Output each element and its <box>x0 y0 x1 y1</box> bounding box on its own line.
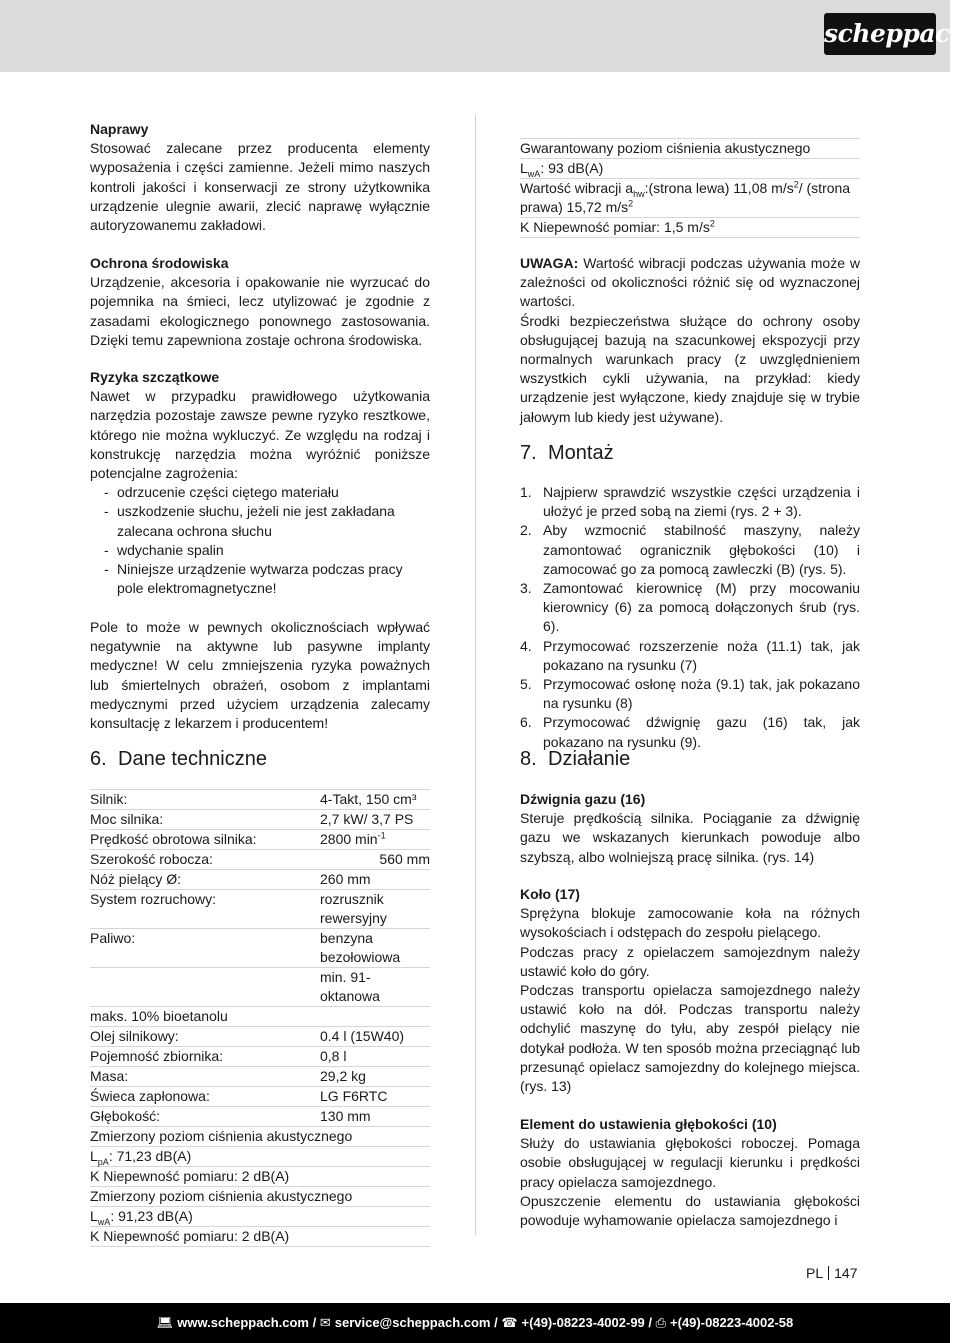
table-row <box>90 1187 430 1207</box>
montaz-list <box>520 483 860 752</box>
subscript: wA <box>527 168 541 179</box>
value: : 71,23 dB(A) <box>108 1148 192 1164</box>
value-text: min. 91-oktanowa <box>320 969 380 1004</box>
section-7-heading <box>520 441 860 465</box>
acoustic-table <box>520 138 860 238</box>
step-number: 6. <box>520 714 532 731</box>
table-row <box>520 159 860 179</box>
list-item <box>520 483 860 521</box>
spec-value <box>320 1007 430 1027</box>
text-kolo-3: Podczas transportu opielacza samojezdnego należy ustawić koło na dół. Podczas transportu należy odchylić maszynę do tyłu, aby zespół pielący nie dotykał podłoża. W ten sposób można przeciągnąć lub przesunąć opielacz samojezdny do kolejnego miejsca. (rys. 13) <box>520 982 860 1095</box>
spec-key <box>90 968 320 1007</box>
page-number <box>806 1265 857 1281</box>
table-row <box>90 1127 430 1147</box>
list-item: - odrzucenie części ciętego materiału <box>90 483 430 502</box>
page-num: 147 <box>834 1265 858 1281</box>
value-text: LG F6RTC <box>320 1088 388 1104</box>
subscript: wA <box>97 1216 111 1227</box>
spec-value <box>320 1027 430 1047</box>
heading-dane-techniczne <box>90 747 430 771</box>
uwaga-label: UWAGA: <box>520 255 579 271</box>
table-row <box>90 1087 430 1107</box>
value-text: rozrusznik rewersyjny <box>320 891 387 926</box>
superscript: 2 <box>628 198 634 209</box>
step-text: Aby wzmocnić stabilność maszyny, należy zamontować ogranicznik głębokości (10) i zamocować go za pomocą zawleczki (B) (rys. 5). <box>543 522 860 577</box>
heading-element: Element do ustawienia głębokości (10) <box>520 1116 777 1132</box>
k-vib: K Niepewność pomiar: 1,5 m/s <box>520 219 710 235</box>
table-row <box>90 1147 430 1167</box>
subscript: hw <box>633 188 645 199</box>
step-number: 3. <box>520 580 532 597</box>
section-8-heading <box>520 747 860 771</box>
table-row <box>90 850 430 870</box>
value-text: 0.4 l (15W40) <box>320 1028 405 1044</box>
text-ochrona: Urządzenie, akcesoria i opakowanie nie wyrzucać do pojemnika na śmieci, lecz utylizować je zgodnie z zasadami ekologicznego ponownego zastosowania. Dzięki temu zapewniona zostaje ochrona środowiska. <box>90 274 430 348</box>
footer-sep: / <box>490 1315 502 1330</box>
step-number: 4. <box>520 637 532 654</box>
table-row <box>90 1027 430 1047</box>
spec-value <box>320 968 430 1007</box>
fax-icon: ⎙ <box>655 1315 667 1330</box>
text-naprawy: Stosować zalecane przez producenta elementy wyposażenia i części zamienne. Jeżeli mimo naszych kontroli jakości i konserwacji ze strony użytkownika urządzenie ulegnie awarii, zlecić naprawę wyłącznie autoryzowanemu zakładowi. <box>90 140 430 234</box>
table-cell <box>520 218 860 238</box>
section-dzwignia <box>520 790 860 867</box>
list-item: - uszkodzenie słuchu, jeżeli nie jest zakładana zalecana ochrona słuchu <box>90 502 430 540</box>
heading-ochrona: Ochrona środowiska <box>90 255 229 271</box>
spec-key: Zmierzony poziom ciśnienia akustycznego <box>90 1127 430 1147</box>
value-text: 29,2 kg <box>320 1068 366 1084</box>
list-item <box>520 579 860 637</box>
value-text: 260 mm <box>320 871 371 887</box>
section-ryzyka <box>90 368 430 598</box>
section-ochrona <box>90 254 430 350</box>
step-text: Przymocować dźwignię gazu (16) tak, jak pokazano na rysunku (9). <box>543 714 860 750</box>
spec-value <box>320 1047 430 1067</box>
spec-value <box>320 850 430 870</box>
table-row <box>90 1007 430 1027</box>
table-row <box>90 1047 430 1067</box>
value: : 91,23 dB(A) <box>110 1208 193 1224</box>
value-text: 2,7 kW/ 3,7 PS <box>320 811 414 827</box>
heading-kolo: Koło (17) <box>520 886 580 902</box>
heading-dzwignia: Dźwignia gazu (16) <box>520 791 646 807</box>
header-bar <box>0 0 967 72</box>
section-element <box>520 1115 860 1230</box>
section-number: 7. <box>520 442 537 464</box>
spec-value <box>320 929 430 968</box>
value-text: 2800 min <box>320 831 378 847</box>
table-row <box>90 890 430 929</box>
text-dzwignia: Steruje prędkością silnika. Pociąganie za dźwignię gazu we wskazanych kierunkach powoduje albo szybszą, albo wolniejszą pracę silnika. (rys. 14) <box>520 810 860 865</box>
table-row <box>90 1227 430 1247</box>
text-element-2: Opuszczenie elementu do ustawiania głębokości powoduje wyhamowanie opielacza samojezdnego i <box>520 1192 860 1229</box>
value-text: 0,8 l <box>320 1048 347 1064</box>
table-row <box>90 1207 430 1227</box>
section-number: 6. <box>90 748 107 770</box>
montaz-list-wrapper <box>520 483 860 752</box>
spec-key: System rozruchowy: <box>90 890 320 929</box>
spec-key <box>90 1147 430 1167</box>
step-number: 1. <box>520 484 532 500</box>
spec-table <box>90 789 430 1247</box>
text-kolo-1: Sprężyna blokuje zamocowanie koła na różnych wysokościach i odstępach do zespołu pielącego. <box>520 905 860 941</box>
ryzyka-list <box>90 483 430 598</box>
table-row <box>90 870 430 890</box>
spec-key: Silnik: <box>90 790 320 810</box>
superscript: 2 <box>793 179 799 190</box>
spec-value <box>320 1087 430 1107</box>
table-cell: Gwarantowany poziom ciśnienia akustycznego <box>520 139 860 159</box>
section-title: Montaż <box>548 442 614 464</box>
table-row <box>90 968 430 1007</box>
spec-key: Świeca zapłonowa: <box>90 1087 320 1107</box>
uwaga-text: Wartość wibracji podczas używania może w zależności od okoliczności różnić się od wyznaczonej wartości. <box>520 255 860 310</box>
superscript: -1 <box>377 830 386 841</box>
value-text: benzyna bezołowiowa <box>320 930 401 965</box>
spec-key: Moc silnika: <box>90 810 320 830</box>
table-row <box>90 1067 430 1087</box>
page-lang: PL <box>806 1265 824 1281</box>
list-item <box>520 637 860 675</box>
spec-value <box>320 870 430 890</box>
value-text: 130 mm <box>320 1108 371 1124</box>
heading-ryzyka: Ryzyka szczątkowe <box>90 369 220 385</box>
footer-mail[interactable]: service@scheppach.com <box>334 1315 491 1330</box>
spec-key: Szerokość robocza: <box>90 850 320 870</box>
symbol-l: L <box>90 1208 98 1224</box>
footer-fax: +(49)-08223-4002-58 <box>670 1315 794 1330</box>
text-uwaga <box>520 254 860 312</box>
step-text: Zamontować kierownicę (M) przy mocowaniu kierownicy (6) za pomocą dołączonych śrub (rys. 6). <box>543 580 860 635</box>
step-text: Przymocować rozszerzenie noża (11.1) tak, jak pokazano na rysunku (7) <box>543 637 860 673</box>
step-number: 5. <box>520 676 532 693</box>
text-pole: Pole to może w pewnych okolicznościach wpływać negatywnie na aktywne lub pasywne implanty medyczne! W celu zmniejszenia ryzyka poważnych lub śmiertelnych obrażeń, osobom z implantami medycznymi przed użyciem urządzenia zalecamy konsultację z lekarzem i producentem! <box>90 619 430 732</box>
subscript: pA <box>97 1156 109 1167</box>
table-row <box>520 218 860 238</box>
symbol-l: L <box>520 160 528 176</box>
spec-key: Masa: <box>90 1067 320 1087</box>
section-title: Dane techniczne <box>118 748 267 770</box>
step-text: Najpierw sprawdzić wszystkie części urządzenia i ułożyć je przed sobą na ziemi (rys. 2 + 3). <box>543 484 860 520</box>
spec-key: Zmierzony poziom ciśnienia akustycznego <box>90 1187 430 1207</box>
acoustic-table-wrapper <box>520 138 860 238</box>
footer-sep: / <box>644 1315 656 1330</box>
superscript: 2 <box>709 218 715 229</box>
page-separator <box>828 1266 829 1280</box>
spec-value <box>320 1107 430 1127</box>
spec-value <box>320 830 430 850</box>
table-row <box>90 830 430 850</box>
table-cell <box>520 179 860 218</box>
spec-value <box>320 1067 430 1087</box>
value-text: 4-Takt, 150 cm³ <box>320 791 417 807</box>
list-item: - Niniejsze urządzenie wytwarza podczas pracy pole elektromagnetyczne! <box>90 560 430 598</box>
footer-web[interactable]: www.scheppach.com <box>177 1315 309 1330</box>
section-naprawy <box>90 120 430 235</box>
spec-key: Nóż pielący Ø: <box>90 870 320 890</box>
spec-table-wrapper <box>90 789 430 1247</box>
spec-key: Głębokość: <box>90 1107 320 1127</box>
spec-value <box>320 790 430 810</box>
table-row <box>90 810 430 830</box>
spec-value <box>320 890 430 929</box>
table-row <box>520 179 860 218</box>
table-row <box>90 790 430 810</box>
section-6-heading <box>90 747 430 771</box>
vib-left: :(strona lewa) 11,08 m/s <box>644 180 794 196</box>
column-divider <box>475 115 476 1235</box>
mail-icon: ✉︎ <box>319 1315 331 1330</box>
symbol-l: L <box>90 1148 98 1164</box>
section-kolo <box>520 885 860 1096</box>
heading-naprawy: Naprawy <box>90 121 149 137</box>
section-pole <box>90 618 430 733</box>
list-item: - wdychanie spalin <box>90 541 430 560</box>
text-element-1: Służy do ustawiania głębokości roboczej. Pomaga osobie obsługującej w regulacji kierunku i prędkości pracy opielacza samojezdnego. <box>520 1135 860 1190</box>
footer-phone: +(49)-08223-4002-99 <box>521 1315 645 1330</box>
spec-value <box>320 810 430 830</box>
footer-bar <box>0 1303 950 1343</box>
step-number: 2. <box>520 522 532 539</box>
table-row <box>520 139 860 159</box>
section-title: Działanie <box>548 748 631 770</box>
section-uwaga <box>520 254 860 427</box>
text-srodki: Środki bezpieczeństwa służące do ochrony osoby obsługującej bazują na szacunkowej ekspozycji przy normalnych warunkach pracy (z uwzględnieniem wszystkich cykli używania, na przykład: kiedy urządzenie jest wyłączone, kiedy znajduje się w trybie jałowym lub kiedy jest używane). <box>520 312 860 425</box>
list-item <box>520 521 860 579</box>
table-cell <box>520 159 860 179</box>
spec-key: Paliwo: <box>90 929 320 968</box>
text-kolo-2: Podczas pracy z opielaczem samojezdnym należy ustawić koło do góry. <box>520 943 860 979</box>
footer-sep: / <box>308 1315 320 1330</box>
table-row <box>90 1167 430 1187</box>
spec-key: K Niepewność pomiaru: 2 dB(A) <box>90 1167 430 1187</box>
value-text: 560 mm <box>379 851 430 867</box>
spec-key: K Niepewność pomiaru: 2 dB(A) <box>90 1227 430 1247</box>
heading-montaz <box>520 441 860 465</box>
spec-key: Olej silnikowy: <box>90 1027 320 1047</box>
vib-right: / (strona prawa) 15,72 m/s <box>520 180 851 215</box>
step-text: Przymocować osłonę noża (9.1) tak, jak pokazano na rysunku (8) <box>543 676 860 712</box>
spec-key <box>90 1207 430 1227</box>
scheppach-logo: scheppach <box>824 13 936 55</box>
table-row <box>90 1107 430 1127</box>
spec-key: maks. 10% bioetanolu <box>90 1007 320 1027</box>
vib-label: Wartość wibracji a <box>520 180 634 196</box>
value: : 93 dB(A) <box>540 160 604 176</box>
phone-icon: ☎︎ <box>501 1315 518 1330</box>
heading-dzialanie <box>520 747 860 771</box>
section-number: 8. <box>520 748 537 770</box>
list-item <box>520 675 860 713</box>
laptop-icon: 💻︎ <box>156 1315 174 1330</box>
spec-key: Prędkość obrotowa silnika: <box>90 830 320 850</box>
table-row <box>90 929 430 968</box>
spec-key: Pojemność zbiornika: <box>90 1047 320 1067</box>
text-ryzyka: Nawet w przypadku prawidłowego użytkowania narzędzia pozostaje zawsze pewne ryzyko resztkowe, którego nie można wykluczyć. Ze względu na rodzaj i konstrukcję narzędzia można wyróżnić poniższe potencjalne zagrożenia: <box>90 388 430 482</box>
